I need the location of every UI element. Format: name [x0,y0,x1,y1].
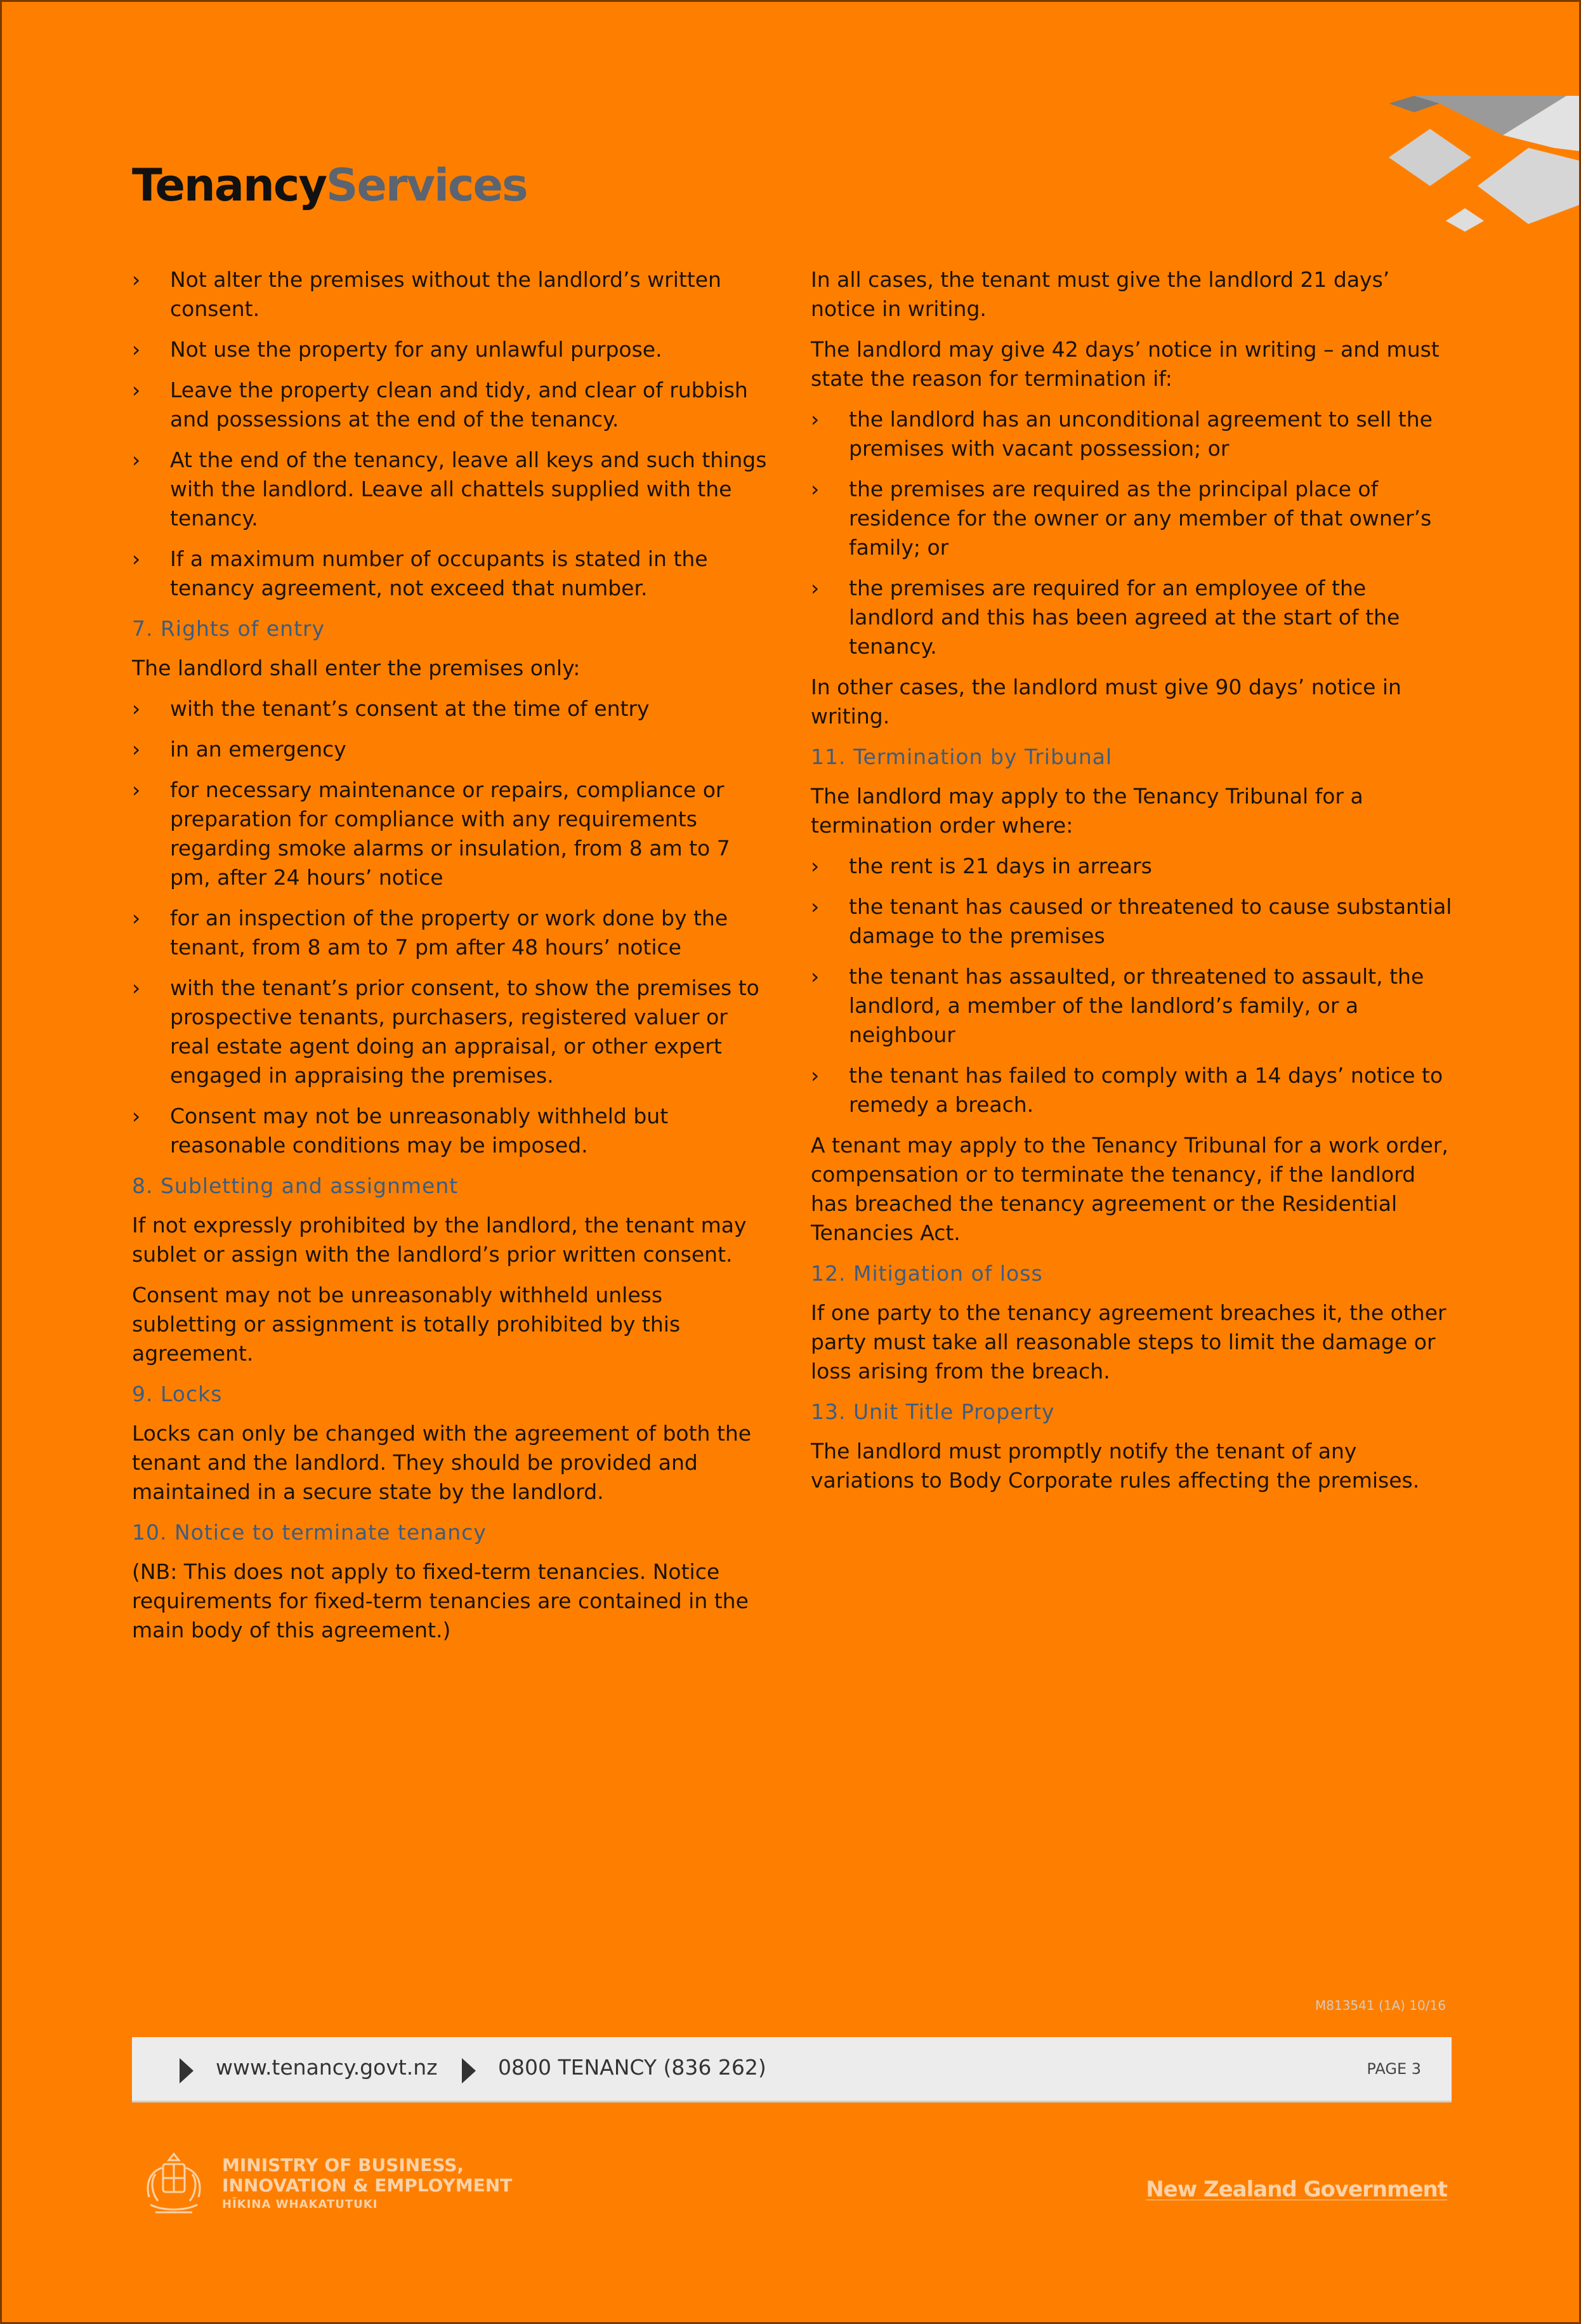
bullet-glyph: › [132,337,141,362]
paragraph: If not expressly prohibited by the landlord, the tenant may sublet or assign with the landlord’s prior written consent. [132,1213,747,1267]
paragraph: Consent may not be unreasonably withheld unless subletting or assignment is totally prohibited by this agreement. [132,1283,681,1366]
list-item: › the premises are required as the principal place of residence for the owner or any member of that owner’s family; or [811,475,1458,562]
right-column [811,265,1458,1507]
list-item: › with the tenant’s consent at the time of entry [132,694,773,723]
list-item: › If a maximum number of occupants is stated in the tenancy agreement, not exceed that number. [132,545,773,603]
section-heading-locks: 9. Locks [132,1382,223,1406]
termination-reasons-list [811,405,1458,661]
list-item: › the tenant has caused or threatened to cause substantial damage to the premises [811,892,1458,951]
bullet-glyph: › [811,894,820,919]
coat-of-arms-icon [136,2149,211,2220]
section-heading-termination-by-tribunal: 11. Termination by Tribunal [811,744,1113,769]
list-item: › for an inspection of the property or work done by the tenant, from 8 am to 7 pm after 48 hours’ notice [132,904,773,962]
bullet-glyph: › [811,477,820,501]
bullet-glyph: › [811,1063,820,1088]
bullet-glyph: › [132,906,141,930]
bullet-glyph: › [132,696,141,721]
tenancy-services-logo [132,159,527,211]
paragraph: The landlord may apply to the Tenancy Tribunal for a termination order where: [811,784,1363,838]
list-item: › the landlord has an unconditional agreement to sell the premises with vacant possession; or [811,405,1458,463]
list-item: › At the end of the tenancy, leave all keys and such things with the landlord. Leave all chattels supplied with the tenancy. [132,446,773,533]
phone-number: 0800 TENANCY (836 262) [498,2055,766,2080]
paragraph: In other cases, the landlord must give 90 days’ notice in writing. [811,675,1401,729]
footer-bar [132,2037,1452,2103]
logo-tenancy: Tenancy [132,159,326,211]
list-item: › the rent is 21 days in arrears [811,852,1458,881]
mbie-line-1: MINISTRY OF BUSINESS, [222,2155,464,2175]
list-item: › Not use the property for any unlawful purpose. [132,335,773,364]
paragraph: The landlord must promptly notify the tenant of any variations to Body Corporate rules affecting the premises. [811,1439,1420,1493]
list-item: › Consent may not be unreasonably withheld but reasonable conditions may be imposed. [132,1102,773,1160]
bullet-glyph: › [132,546,141,571]
arrow-right-icon [462,2058,476,2083]
paragraph: A tenant may apply to the Tenancy Tribunal for a work order, compensation or to terminate the tenancy, if the landlord has breached the tenancy agreement or the Residential Tenancies Act. [811,1133,1448,1245]
paragraph: In all cases, the tenant must give the landlord 21 days’ notice in writing. [811,267,1390,321]
section-heading-unit-title-property: 13. Unit Title Property [811,1399,1055,1424]
mbie-line-2: INNOVATION & EMPLOYMENT [222,2175,513,2196]
rights-of-entry-list [132,694,773,1160]
corner-decoration-icon [1313,91,1579,243]
bullet-glyph: › [811,407,820,432]
obligations-list [132,265,773,603]
bullet-glyph: › [811,854,820,878]
bullet-glyph: › [132,777,141,802]
mbie-line-3: HĪKINA WHAKATUTUKI [222,2198,378,2211]
bullet-glyph: › [132,378,141,402]
section-heading-rights-of-entry: 7. Rights of entry [132,616,325,641]
list-item: › with the tenant’s prior consent, to show the premises to prospective tenants, purchasers, registered valuer or real estate agent doing an appraisal, or other expert engaged in appraising the premises. [132,974,773,1090]
paragraph: If one party to the tenancy agreement breaches it, the other party must take all reasonable steps to limit the damage or loss arising from the breach. [811,1300,1447,1383]
bullet-glyph: › [132,267,141,292]
bullet-glyph: › [811,964,820,989]
tribunal-reasons-list [811,852,1458,1119]
section-heading-subletting: 8. Subletting and assignment [132,1173,459,1198]
list-item: › Leave the property clean and tidy, and clear of rubbish and possessions at the end of the tenancy. [132,376,773,434]
left-column [132,265,773,1656]
section-heading-mitigation-of-loss: 12. Mitigation of loss [811,1261,1043,1286]
list-item: › in an emergency [132,735,773,764]
list-item: › Not alter the premises without the landlord’s written consent. [132,265,773,324]
bullet-glyph: › [132,1104,141,1128]
bullet-glyph: › [132,737,141,762]
page-number: PAGE 3 [1367,2060,1421,2078]
paragraph: Locks can only be changed with the agreement of both the tenant and the landlord. They should be provided and maintained in a secure state by the landlord. [132,1421,752,1504]
list-item: › the tenant has assaulted, or threatened to assault, the landlord, a member of the landlord’s family, or a neighbour [811,962,1458,1050]
bullet-glyph: › [132,447,141,472]
section-heading-notice-to-terminate: 10. Notice to terminate tenancy [132,1520,487,1545]
logo-services: Services [325,159,527,211]
paragraph: The landlord shall enter the premises only: [132,656,581,680]
paragraph: (NB: This does not apply to fixed-term tenancies. Notice requirements for fixed-term tenancies are contained in the main body of this agreement.) [132,1559,749,1642]
list-item: › for necessary maintenance or repairs, compliance or preparation for compliance with any requirements regarding smoke alarms or insulation, from 8 am to 7 pm, after 24 hours’ notice [132,776,773,892]
website-link[interactable]: www.tenancy.govt.nz [216,2055,438,2080]
bullet-glyph: › [132,975,141,1000]
list-item: › the tenant has failed to comply with a 14 days’ notice to remedy a breach. [811,1061,1458,1119]
paragraph: The landlord may give 42 days’ notice in writing – and must state the reason for termination if: [811,337,1440,391]
document-code: M813541 (1A) 10/16 [1315,1998,1446,2013]
arrow-right-icon [180,2058,194,2083]
nz-government-logo: New Zealand Government [1146,2177,1447,2202]
bullet-glyph: › [811,576,820,600]
list-item: › the premises are required for an employee of the landlord and this has been agreed at the start of the tenancy. [811,574,1458,661]
